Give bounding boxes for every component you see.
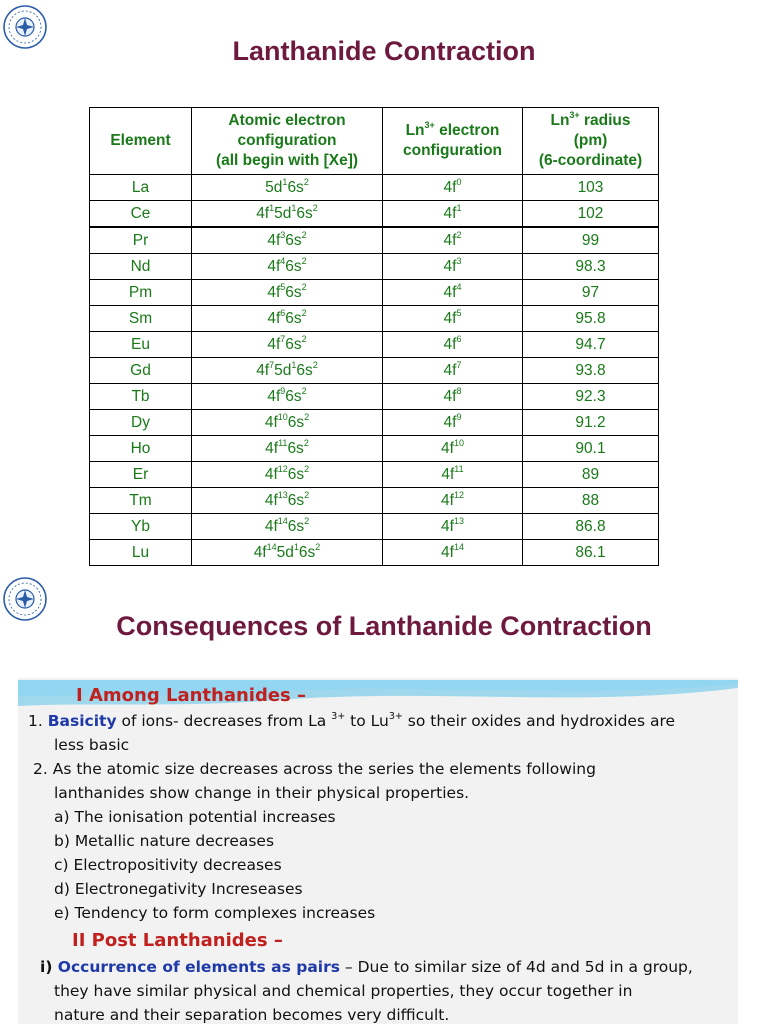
superscript: 2 — [301, 333, 307, 344]
sub-item: e) Tendency to form complexes increases — [54, 904, 376, 922]
element-cell: Eu — [90, 332, 192, 358]
config-text: 6s — [296, 361, 313, 379]
element-cell: Nd — [90, 254, 192, 280]
superscript: 2 — [304, 411, 310, 422]
config-text: 6s — [287, 465, 305, 483]
radius-cell: 93.8 — [523, 358, 659, 384]
header-element: Element — [90, 108, 192, 175]
config-text: 4f — [443, 178, 457, 196]
superscript: 9 — [456, 411, 462, 422]
point-1-line-1 — [28, 712, 675, 730]
superscript: 11 — [454, 463, 464, 474]
sub-item: a) The ionisation potential increases — [54, 808, 336, 826]
config-text: 6s — [287, 413, 305, 431]
superscript: 8 — [456, 385, 462, 396]
config-text: 6s — [298, 543, 316, 561]
point-1-text-c: so their oxides and hydroxides are — [402, 712, 676, 730]
config-text: 4f — [443, 283, 457, 301]
config-text: 4f — [441, 517, 454, 535]
superscript: 6 — [456, 333, 462, 344]
superscript: 5 — [456, 307, 462, 318]
config-text: 4f — [267, 387, 281, 405]
header-atomic-line1: Atomic electron — [228, 112, 346, 129]
config-text: 6s — [285, 387, 302, 405]
config-text: 5d — [274, 204, 292, 222]
superscript: 7 — [280, 333, 286, 344]
element-cell: Pm — [90, 280, 192, 306]
config-text: 4f — [256, 361, 270, 379]
section-title: Consequences of Lanthanide Contraction — [116, 611, 652, 641]
header-radius-charge: 3+ — [569, 110, 580, 120]
config-text: 4f — [441, 543, 454, 561]
header-atomic-line3: (all begin with [Xe]) — [215, 152, 359, 169]
superscript: 14 — [453, 541, 464, 552]
superscript: 14 — [266, 541, 277, 552]
point-i-line-1 — [40, 958, 693, 976]
config-text: 4f — [441, 491, 454, 509]
point-1-line-2: less basic — [54, 736, 130, 754]
sub-item: c) Electropositivity decreases — [54, 856, 282, 874]
point-1-sup-1: 3+ — [331, 711, 346, 722]
radius-cell: 103 — [523, 175, 659, 201]
header-ln-electron: electron — [434, 122, 500, 139]
radius-cell: 91.2 — [523, 410, 659, 436]
config-text: 4f — [267, 335, 281, 353]
element-cell: Lu — [90, 540, 192, 566]
config-text: 4f — [443, 231, 457, 249]
element-cell: Ce — [90, 201, 192, 228]
element-cell: Gd — [90, 358, 192, 384]
point-i-line-2: they have similar physical and chemical properties, they occur together in — [54, 982, 633, 1000]
superscript: 11 — [278, 437, 288, 448]
superscript: 2 — [301, 229, 307, 240]
config-text: 5d — [265, 178, 283, 196]
radius-cell: 99 — [523, 227, 659, 254]
header-atomic-line2: configuration — [237, 132, 337, 149]
superscript: 4 — [280, 255, 286, 266]
config-text: 5d — [274, 361, 292, 379]
config-text: 6s — [287, 491, 305, 509]
config-text: 6s — [287, 178, 304, 196]
config-text: 4f — [264, 491, 278, 509]
radius-cell: 95.8 — [523, 306, 659, 332]
point-i-text: – Due to similar size of 4d and 5d in a group, — [340, 958, 693, 976]
config-text: 6s — [285, 283, 302, 301]
config-text: 4f — [264, 517, 278, 535]
point-i-line-3: nature and their separation becomes very difficult. — [54, 1006, 450, 1024]
element-cell: La — [90, 175, 192, 201]
config-text: 4f — [253, 543, 267, 561]
superscript: 1 — [291, 202, 297, 213]
header-ln-label: Ln — [405, 122, 425, 139]
point-1-sup-2: 3+ — [388, 711, 403, 722]
header-radius-label: Ln — [550, 112, 570, 129]
superscript: 9 — [280, 385, 286, 396]
superscript: 12 — [453, 489, 464, 500]
superscript: 1 — [291, 359, 297, 370]
config-text: 4f — [265, 439, 279, 457]
config-text: 6s — [287, 439, 304, 457]
superscript: 7 — [269, 359, 275, 370]
superscript: 1 — [456, 202, 462, 213]
superscript: 2 — [303, 437, 309, 448]
config-text: 6s — [285, 257, 302, 275]
config-text: 4f — [443, 413, 457, 431]
config-text: 4f — [443, 361, 457, 379]
config-text: 6s — [287, 517, 305, 535]
radius-cell: 98.3 — [523, 254, 659, 280]
point-i-term: Occurrence of elements as pairs — [57, 958, 340, 976]
superscript: 2 — [301, 281, 307, 292]
superscript: 3 — [456, 255, 462, 266]
config-text: 4f — [443, 257, 457, 275]
config-text: 4f — [441, 465, 455, 483]
element-cell: Ho — [90, 436, 192, 462]
config-text: 6s — [285, 231, 302, 249]
radius-cell: 89 — [523, 462, 659, 488]
config-text: 4f — [256, 204, 270, 222]
config-text: 4f — [267, 257, 281, 275]
config-text: 4f — [443, 309, 457, 327]
superscript: 2 — [304, 463, 310, 474]
point-1-term: Basicity — [47, 712, 117, 730]
page-title: Lanthanide Contraction — [232, 36, 536, 66]
config-text: 4f — [264, 413, 278, 431]
superscript: 13 — [453, 515, 464, 526]
superscript: 2 — [312, 202, 318, 213]
superscript: 2 — [301, 307, 307, 318]
point-2-line-1: 2. As the atomic size decreases across the series the elements following — [33, 760, 596, 778]
radius-cell: 94.7 — [523, 332, 659, 358]
element-cell: Tm — [90, 488, 192, 514]
sub-item: b) Metallic nature decreases — [54, 832, 275, 850]
radius-cell: 86.1 — [523, 540, 659, 566]
header-radius-word: radius — [579, 112, 631, 129]
element-cell: Er — [90, 462, 192, 488]
superscript: 2 — [315, 541, 321, 552]
config-text: 6s — [285, 335, 302, 353]
config-text: 4f — [441, 439, 454, 457]
point-i-number: i) — [40, 958, 58, 976]
superscript: 10 — [453, 437, 464, 448]
radius-cell: 90.1 — [523, 436, 659, 462]
config-text: 6s — [285, 309, 302, 327]
radius-cell: 92.3 — [523, 384, 659, 410]
config-text: 4f — [443, 387, 457, 405]
config-text: 4f — [267, 231, 281, 249]
config-text: 6s — [296, 204, 313, 222]
sub-item: d) Electronegativity Increseases — [54, 880, 303, 898]
radius-cell: 86.8 — [523, 514, 659, 540]
config-text: 4f — [267, 309, 281, 327]
point-2-line-2: lanthanides show change in their physical properties. — [54, 784, 470, 802]
superscript: 7 — [456, 359, 462, 370]
element-cell: Sm — [90, 306, 192, 332]
radius-cell: 102 — [523, 201, 659, 228]
point-1-text-a: of ions- decreases from La — [116, 712, 332, 730]
config-text: 5d — [276, 543, 294, 561]
superscript: 2 — [304, 489, 310, 500]
superscript: 0 — [456, 176, 462, 187]
element-cell: Dy — [90, 410, 192, 436]
superscript: 6 — [280, 307, 286, 318]
config-text: 4f — [267, 283, 281, 301]
superscript: 2 — [303, 176, 309, 187]
radius-cell: 97 — [523, 280, 659, 306]
superscript: 1 — [269, 202, 275, 213]
element-cell: Tb — [90, 384, 192, 410]
config-text: 4f — [264, 465, 278, 483]
config-text: 4f — [443, 204, 457, 222]
point-1-number: 1. — [28, 712, 48, 730]
superscript: 2 — [312, 359, 318, 370]
superscript: 1 — [282, 176, 288, 187]
among-lanthanides-heading: I Among Lanthanides – — [76, 685, 307, 706]
superscript: 10 — [277, 411, 288, 422]
header-ln-charge: 3+ — [424, 120, 435, 130]
superscript: 3 — [280, 229, 286, 240]
superscript: 14 — [277, 515, 288, 526]
header-ln-configuration-word: configuration — [402, 142, 503, 159]
superscript: 4 — [456, 281, 462, 292]
post-lanthanides-heading: II Post Lanthanides – — [72, 930, 283, 951]
superscript: 2 — [301, 385, 307, 396]
superscript: 1 — [293, 541, 299, 552]
element-cell: Pr — [90, 227, 192, 254]
point-1-text-b: to Lu — [345, 712, 389, 730]
element-cell: Yb — [90, 514, 192, 540]
superscript: 12 — [277, 463, 288, 474]
config-text: 4f — [443, 335, 457, 353]
header-radius-coordination: (6-coordinate) — [538, 152, 643, 169]
superscript: 2 — [304, 515, 310, 526]
radius-cell: 88 — [523, 488, 659, 514]
superscript: 2 — [301, 255, 307, 266]
superscript: 13 — [277, 489, 288, 500]
superscript: 2 — [456, 229, 462, 240]
superscript: 5 — [280, 281, 286, 292]
header-radius-unit: (pm) — [573, 132, 608, 149]
